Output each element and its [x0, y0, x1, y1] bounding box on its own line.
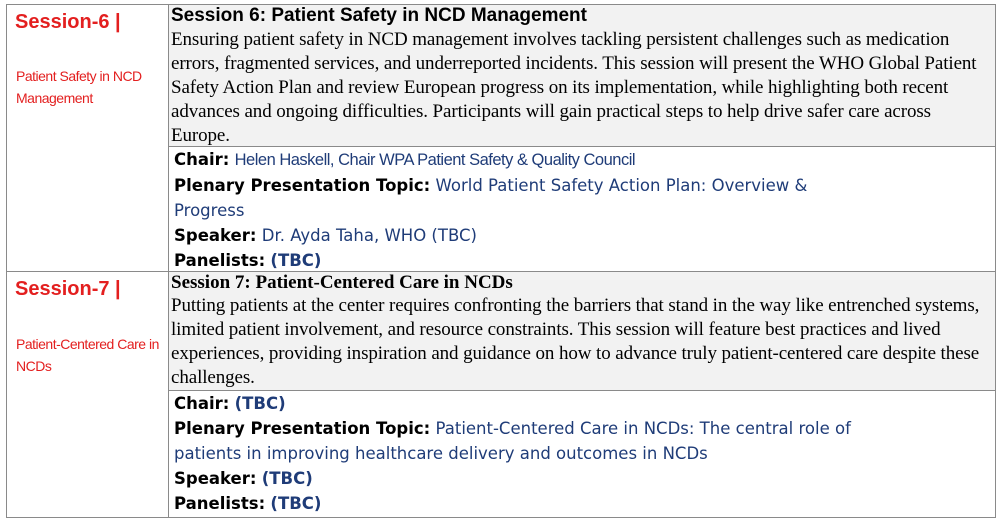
session-heading: Session 7: Patient-Centered Care in NCDs: [171, 272, 513, 293]
chair-line: [174, 147, 990, 173]
topic-value: Patient-Centered Care in NCDs: The central role of: [435, 419, 851, 438]
session-number: Session-6 |: [15, 11, 121, 33]
panelists-line: [174, 248, 990, 273]
chair-line: [174, 391, 990, 416]
topic-line: [174, 416, 990, 441]
panelists-value: (TBC): [270, 251, 322, 270]
session-label-cell: [7, 5, 169, 271]
session-row: [6, 271, 996, 518]
chair-value: Helen Haskell, Chair WPA Patient Safety & Quality Council: [234, 151, 636, 169]
speaker-line: [174, 223, 990, 248]
topic-value-continued: patients in improving healthcare delivery and outcomes in NCDs: [174, 444, 708, 463]
topic-label: Plenary Presentation Topic:: [174, 176, 431, 195]
panelists-value: (TBC): [270, 494, 322, 513]
topic-line: [174, 173, 990, 198]
session-content-cell: [169, 272, 995, 517]
topic-line-continued: [174, 198, 990, 223]
session-content-cell: [169, 5, 995, 271]
speaker-label: Speaker:: [174, 226, 257, 245]
topic-line-continued: [174, 441, 990, 466]
session-row: [6, 4, 996, 272]
session-number: Session-7 |: [15, 278, 121, 300]
session-short-title: Patient-Centered Care in NCDs: [16, 336, 159, 374]
session-description: Ensuring patient safety in NCD management involves tackling persistent challenges such as medication errors, fragmented services, and underreported incidents. This session will present the WHO Global Patient Safety Action Plan and review European progress on its implementation, while highlighting both recent advances and ongoing difficulties. Participants will gain practical steps to help drive safer care across Europe.: [171, 29, 977, 146]
speaker-value: Dr. Ayda Taha, WHO (TBC): [261, 226, 477, 245]
topic-label: Plenary Presentation Topic:: [174, 419, 431, 438]
speaker-line: [174, 466, 990, 491]
chair-value: (TBC): [234, 394, 286, 413]
session-description-block: [169, 272, 995, 391]
session-details-block: [169, 147, 995, 271]
panelists-label: Panelists:: [174, 494, 266, 513]
panelists-line: [174, 491, 990, 516]
session-short-title: Patient Safety in NCD Management: [16, 68, 142, 106]
session-description: Putting patients at the center requires confronting the barriers that stand in the way like entrenched systems, limited patient involvement, and resource constraints. This session will feature best practices and lived experiences, providing inspiration and guidance on how to advance truly patient-centered care despite these challenges.: [171, 295, 980, 388]
session-description-block: [169, 5, 995, 147]
topic-value-continued: Progress: [174, 201, 245, 220]
session-details-block: [169, 391, 995, 517]
chair-label: Chair:: [174, 394, 230, 413]
chair-label: Chair:: [174, 150, 230, 169]
session-heading: Session 6: Patient Safety in NCD Management: [171, 5, 587, 26]
speaker-label: Speaker:: [174, 469, 257, 488]
panelists-label: Panelists:: [174, 251, 266, 270]
topic-value: World Patient Safety Action Plan: Overview &: [435, 176, 808, 195]
session-label-cell: [7, 272, 169, 517]
speaker-value: (TBC): [261, 469, 313, 488]
